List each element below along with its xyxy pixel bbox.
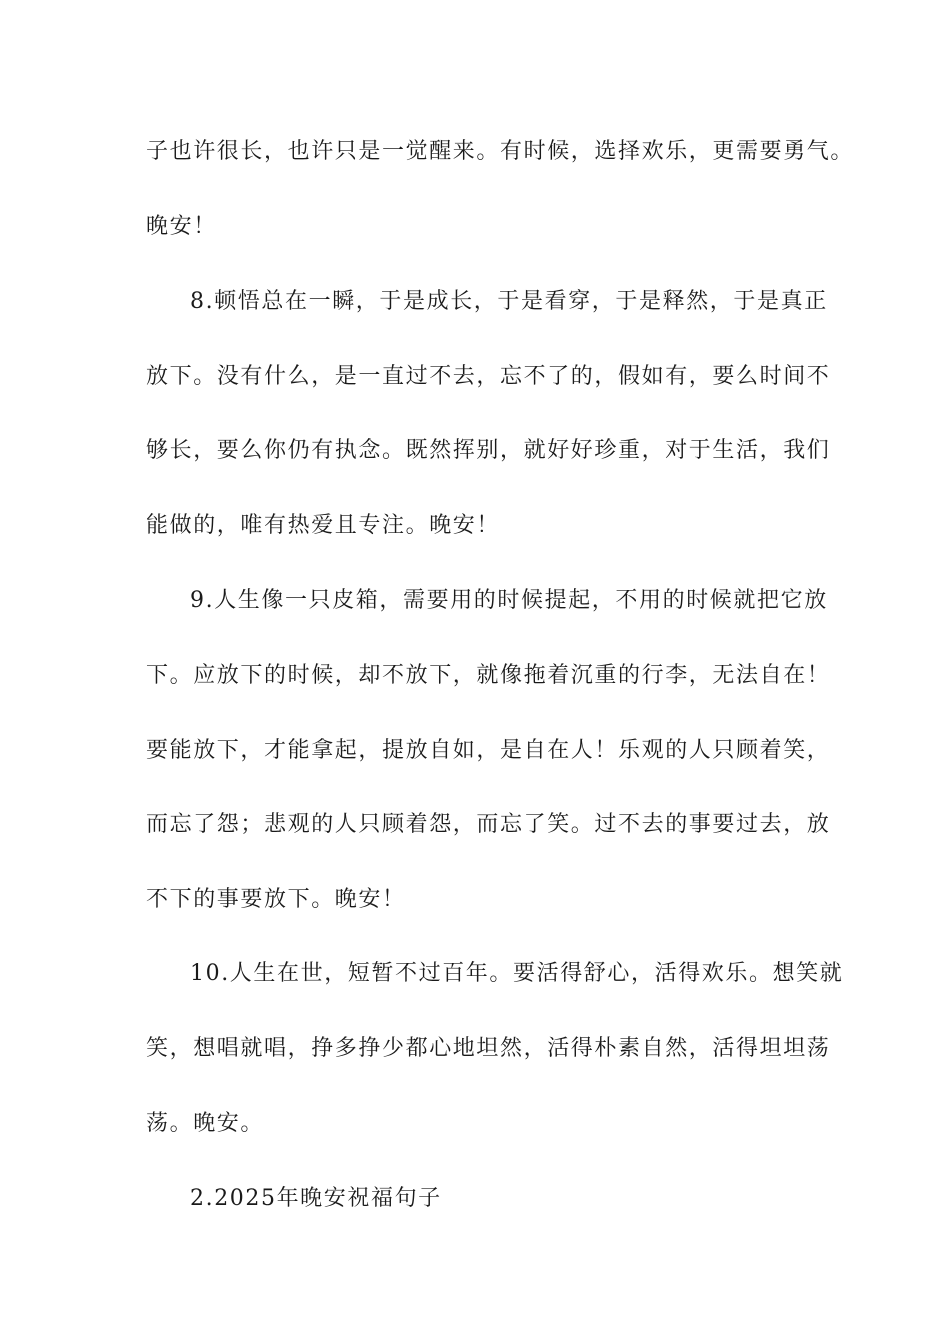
paragraph-start-9: 9.人生像一只皮箱，需要用的时候提起，不用的时候就把它放	[190, 588, 828, 613]
paragraph-start-10: 10.人生在世，短暂不过百年。要活得舒心，活得欢乐。想笑就	[190, 961, 844, 986]
text-line: 够长，要么你仍有执念。既然挥别，就好好珍重，对于生活，我们	[146, 438, 831, 463]
text-line: 不下的事要放下。晚安！	[146, 887, 406, 912]
text-line: 下。应放下的时候，却不放下，就像拖着沉重的行李，无法自在！	[146, 663, 831, 688]
text-line: 晚安！	[146, 214, 217, 239]
paragraph-start-8: 8.顿悟总在一瞬，于是成长，于是看穿，于是释然，于是真正	[190, 289, 828, 314]
text-line: 笑，想唱就唱，挣多挣少都心地坦然，活得朴素自然，活得坦坦荡	[146, 1036, 831, 1061]
section-heading: 2.2025年晚安祝福句子	[190, 1186, 442, 1211]
text-line: 能做的，唯有热爱且专注。晚安！	[146, 513, 501, 538]
text-line: 而忘了怨；悲观的人只顾着怨，而忘了笑。过不去的事要过去，放	[146, 812, 831, 837]
text-line: 荡。晚安。	[146, 1111, 265, 1136]
text-line: 要能放下，才能拿起，提放自如，是自在人！乐观的人只顾着笑，	[146, 738, 831, 763]
text-line: 放下。没有什么，是一直过不去，忘不了的，假如有，要么时间不	[146, 364, 831, 389]
text-line: 子也许很长，也许只是一觉醒来。有时候，选择欢乐，更需要勇气。	[146, 139, 855, 164]
